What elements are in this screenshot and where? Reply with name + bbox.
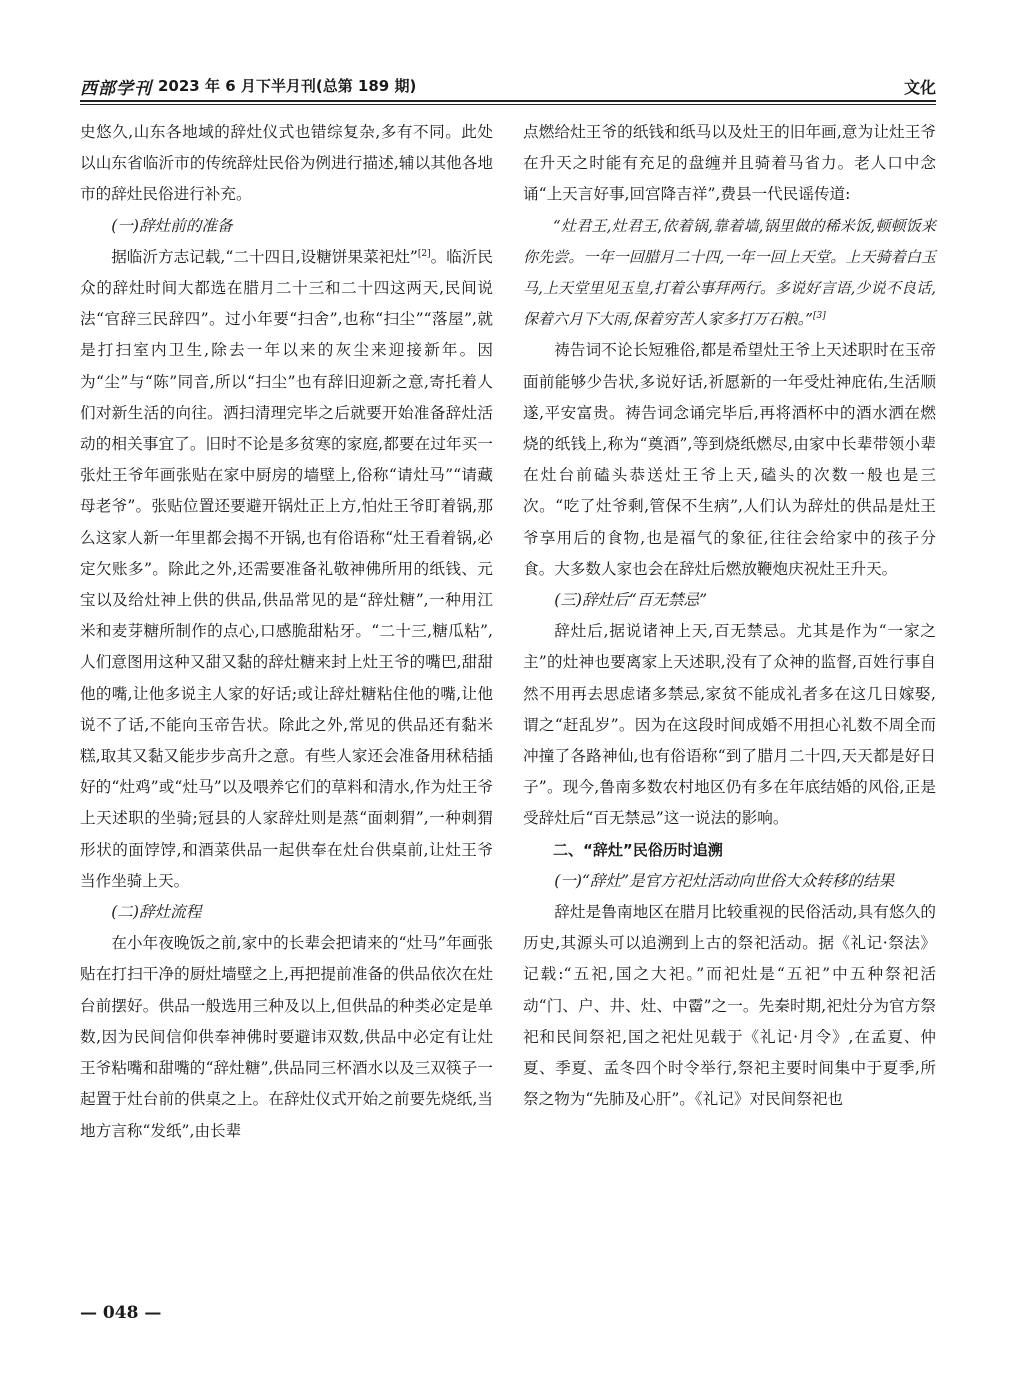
section-tag: 文化 <box>903 78 936 97</box>
paragraph: 史悠久,山东各地域的辞灶仪式也错综复杂,多有不同。此处以山东省临沂市的传统辞灶民俗为例进行描述,辅以其他各地市的辞灶民俗进行补充。 <box>80 123 493 204</box>
header-rule-thick <box>80 100 936 102</box>
subheading: (一)“辞灶”是官方祀灶活动向世俗大众转移的结果 <box>554 871 895 890</box>
header-rule-thin <box>80 104 936 105</box>
paragraph: 辞灶是鲁南地区在腊月比较重视的民俗活动,具有悠久的历史,其源头可以追溯到上古的祭祀活动。据《礼记·祭法》记载:“五祀,国之大祀。”而祀灶是“五祀”中五种祭祀活动“门、户、井、灶、中霤”之一。先秦时期,祀灶分为官方祭祀和民间祭祀,国之祀灶见载于《礼记·月令》,在孟夏、仲夏、季夏、孟冬四个时令举行,祭祀主要时间集中于夏季,所祭之物为“先肺及心肝”。《礼记》对民间祭祀也 <box>523 903 936 1109</box>
citation-ref: [3] <box>812 311 826 322</box>
page-number: — 048 — <box>80 1303 162 1323</box>
paragraph: 据临沂方志记载,“二十四日,设糖饼果菜祀灶”[2]。临沂民众的辞灶时间大都选在腊月二十三和二十四这两天,民间说法“官辞三民辞四”。过小年要“扫舍”,也称“扫尘”“落屋”,就是打扫室内卫生,除去一年以来的灰尘来迎接新年。因为“尘”与“陈”同音,所以“扫尘”也有辞旧迎新之意,寄托着人们对新生活的向往。洒扫清理完毕之后就要开始准备辞灶活动的相关事宜了。旧时不论是多贫寒的家庭,都要在过年买一张灶王爷年画张贴在家中厨房的墙壁上,俗称“请灶马”“请藏母老爷”。张贴位置还要避开锅灶正上方,怕灶王爷盯着锅,那么这家人新一年里都会揭不开锅,也有俗语称“灶王看着锅,必定欠账多”。除此之外,还需要准备礼敬神佛所用的纸钱、元宝以及给灶神上供的供品,供品常见的是“辞灶糖”,一种用江米和麦芽糖所制作的点心,口感脆甜粘牙。“二十三,糖瓜粘”,人们意图用这种又甜又黏的辞灶糖来封上灶王爷的嘴巴,甜甜他的嘴,让他多说主人家的好话;或让辞灶糖粘住他的嘴,让他说不了话,不能向玉帝告状。除此之外,常见的供品还有黏米糕,取其又黏又能步步高升之意。有些人家还会准备用秫秸插好的“灶鸡”或“灶马”以及喂养它们的草料和清水,作为灶王爷上天述职的坐骑;冠县的人家辞灶则是蒸“面刺猬”,一种刺猬形状的面饽饽,和酒菜供品一起供奉在灶台供桌前,让灶王爷当作坐骑上天。 <box>80 247 493 890</box>
running-header <box>80 72 936 100</box>
journal-logo: 西部学刊 <box>80 79 152 99</box>
right-column <box>523 117 936 1116</box>
subheading: (一)辞灶前的准备 <box>111 216 233 235</box>
subheading: (二)辞灶流程 <box>111 903 202 922</box>
subheading: (三)辞灶后“百无禁忌” <box>554 591 708 610</box>
paragraph: 辞灶后,据说诸神上天,百无禁忌。尤其是作为“一家之主”的灶神也要离家上天述职,没有了众神的监督,百姓行事自然不用再去思虑诸多禁忌,家贫不能成礼者多在这几日嫁娶,谓之“赶乱岁”。因为在这段时间成婚不用担心礼数不周全而冲撞了各路神仙,也有俗语称“到了腊月二十四,天天都是好日子”。现今,鲁南多数农村地区仍有多在年底结婚的风俗,正是受辞灶后“百无禁忌”这一说法的影响。 <box>523 622 936 828</box>
paragraph: 点燃给灶王爷的纸钱和纸马以及灶王的旧年画,意为让灶王爷在升天之时能有充足的盘缠并且骑着马省力。老人口中念诵“上天言好事,回宫降吉祥”,费县一代民谣传道: <box>523 123 936 204</box>
section-heading: 二、“辞灶”民俗历时追溯 <box>553 840 723 859</box>
citation-ref: [2] <box>417 248 431 259</box>
folk-rhyme-quote: “灶君王,灶君王,依着锅,靠着墙,锅里做的稀米饭,顿顿饭来你先尝。一年一回腊月二十四,一年一回上天堂。上天骑着白玉马,上天堂里见玉皇,打着公事拜两行。多说好言语,少说不良话,保着六月下大雨,保着穷苦人家多打万石粮。”[3] <box>523 216 936 329</box>
paragraph: 在小年夜晚饭之前,家中的长辈会把请来的“灶马”年画张贴在打扫干净的厨灶墙壁之上,再把提前准备的供品依次在灶台前摆好。供品一般选用三种及以上,但供品的种类必定是单数,因为民间信仰供奉神佛时要避讳双数,供品中必定有让灶王爷粘嘴和甜嘴的“辞灶糖”,供品同三杯酒水以及三双筷子一起置于灶台前的供桌之上。在辞灶仪式开始之前要先烧纸,当地方言称“发纸”,由长辈 <box>80 934 493 1140</box>
left-column <box>80 117 493 1147</box>
issue-info: 2023 年 6 月下半月刊(总第 189 期) <box>158 77 417 95</box>
paragraph: 祷告词不论长短雅俗,都是希望灶王爷上天述职时在玉帝面前能够少告状,多说好话,祈愿新的一年受灶神庇佑,生活顺遂,平安富贵。祷告词念诵完毕后,再将酒杯中的酒水洒在燃烧的纸钱上,称为“奠酒”,等到烧纸燃尽,由家中长辈带领小辈在灶台前磕头恭送灶王爷上天,磕头的次数一般也是三次。“吃了灶爷剩,管保不生病”,人们认为辞灶的供品是灶王爷享用后的食物,也是福气的象征,往往会给家中的孩子分食。大多数人家也会在辞灶后燃放鞭炮庆祝灶王升天。 <box>523 341 936 578</box>
